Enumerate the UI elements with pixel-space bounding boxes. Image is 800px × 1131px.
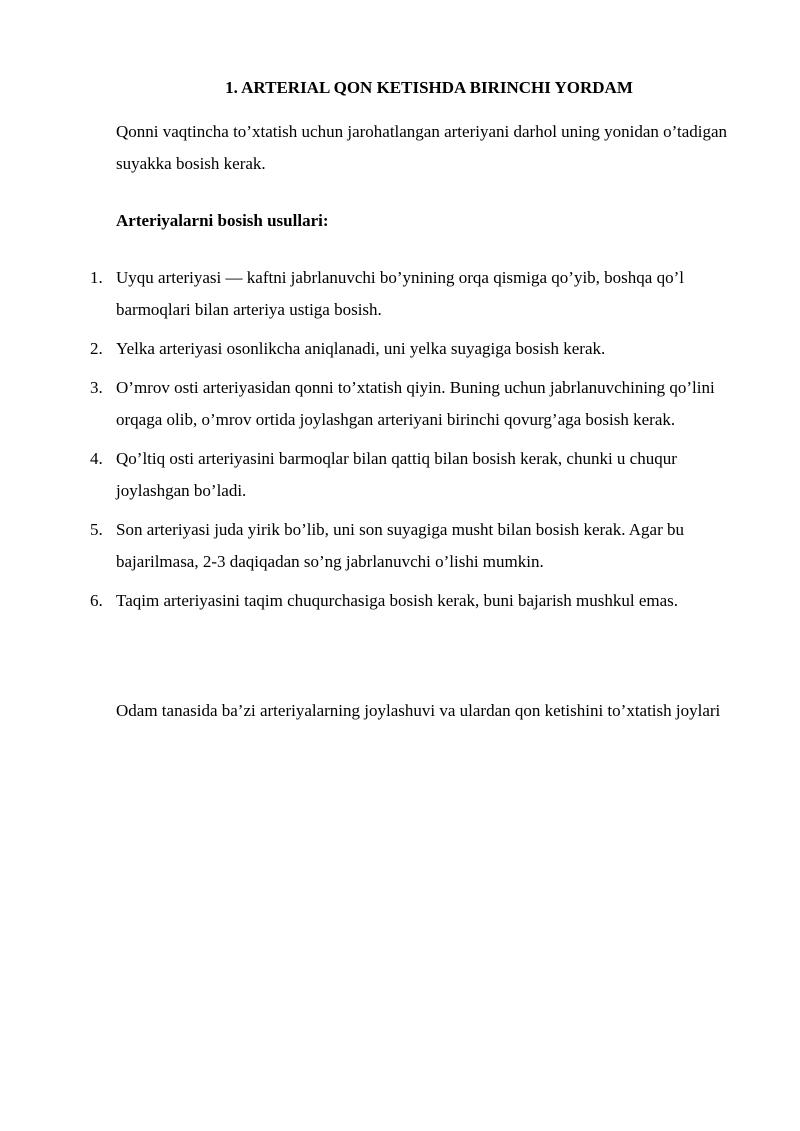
list-item-number: 6. [90, 591, 103, 610]
list-item-number: 3. [90, 378, 103, 397]
list-item-text: Yelka arteriyasi osonlikcha aniqlanadi, uni yelka suyagiga bosish kerak. [116, 339, 606, 358]
figure-caption: Odam tanasida ba’zi arteriyalarning joylashuvi va ulardan qon ketishini to’xtatish joylari [116, 701, 721, 720]
intro-paragraph: Qonni vaqtincha to’xtatish uchun jarohatlangan arteriyani darhol uning yonidan o’tadigan suyakka bosish kerak. [116, 122, 728, 173]
list-item [0, 585, 746, 617]
list-item [0, 333, 746, 365]
list-item [0, 443, 746, 507]
list-item-text: Son arteriyasi juda yirik bo’lib, uni son suyagiga musht bilan bosish kerak. Agar bu bajarilmasa, 2-3 daqiqadan so’ng jabrlanuvchi o’lishi mumkin. [116, 520, 685, 571]
section-heading: Arteriyalarni bosish usullari: [116, 211, 329, 230]
list-item-number: 4. [90, 449, 103, 468]
methods-list [0, 262, 800, 624]
list-item-number: 5. [90, 520, 103, 539]
list-item-number: 1. [90, 268, 103, 287]
list-item-text: Taqim arteriyasini taqim chuqurchasiga bosish kerak, buni bajarish mushkul emas. [116, 591, 679, 610]
list-item-text: Qo’ltiq osti arteriyasini barmoqlar bilan qattiq bilan bosish kerak, chunki u chuqur joylashgan bo’ladi. [116, 449, 677, 500]
list-item [0, 514, 746, 578]
page-title: 1. ARTERIAL QON KETISHDA BIRINCHI YORDAM [225, 78, 633, 97]
list-item-text: O’mrov osti arteriyasidan qonni to’xtatish qiyin. Buning uchun jabrlanuvchining qo’lini orqaga olib, o’mrov ortida joylashgan arteriyani birinchi qovurg’aga bosish kerak. [116, 378, 715, 429]
list-item [0, 262, 746, 326]
list-item-text: Uyqu arteriyasi — kaftni jabrlanuvchi bo’ynining orqa qismiga qo’yib, boshqa qo’l barmoqlari bilan arteriya ustiga bosish. [116, 268, 684, 319]
list-item-number: 2. [90, 339, 103, 358]
list-item [0, 372, 746, 436]
